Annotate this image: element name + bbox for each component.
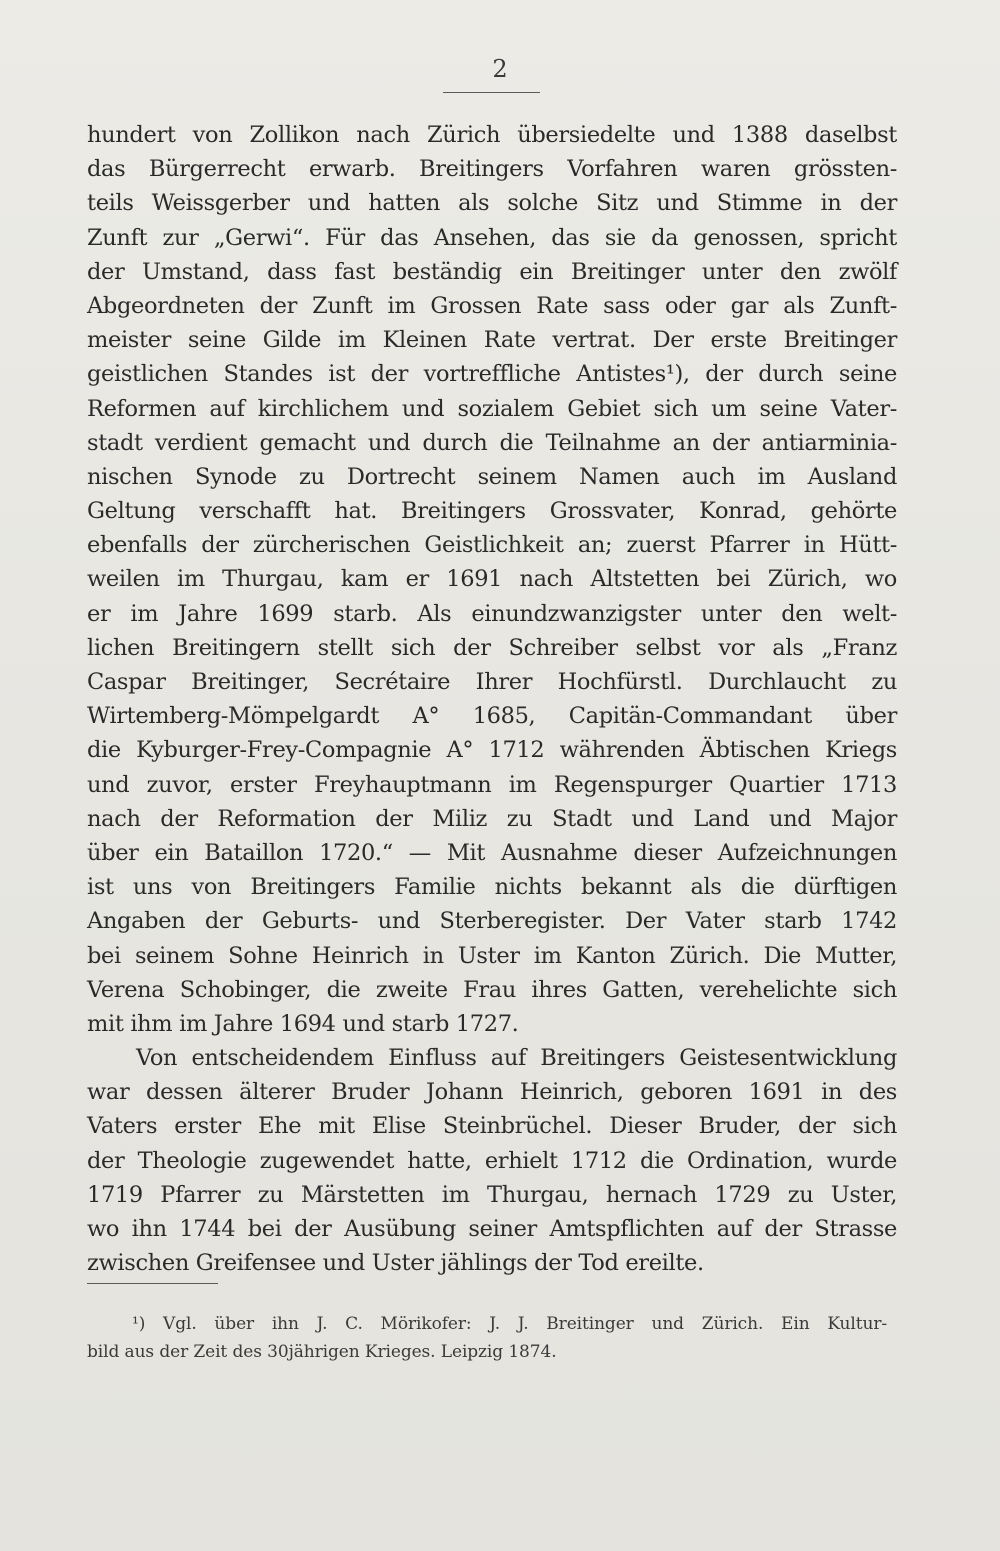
text-line: über ein Bataillon 1720.“ — Mit Ausnahme dieser Aufzeichnungen bbox=[87, 839, 897, 866]
footnotes bbox=[87, 1310, 887, 1366]
footnote-line: bild aus der Zeit des 30jährigen Krieges. Leipzig 1874. bbox=[87, 1342, 557, 1362]
text-line: Vaters erster Ehe mit Elise Steinbrüchel. Dieser Bruder, der sich bbox=[87, 1113, 897, 1140]
text-line: Wirtemberg-Mömpelgardt A° 1685, Capitän-Commandant über bbox=[87, 703, 897, 730]
text-line: Von entscheidendem Einfluss auf Breitingers Geistesentwicklung bbox=[136, 1045, 897, 1072]
text-line: ebenfalls der zürcherischen Geistlichkeit an; zuerst Pfarrer in Hütt- bbox=[87, 532, 897, 559]
text-line: zwischen Greifensee und Uster jählings der Tod ereilte. bbox=[87, 1250, 704, 1277]
text-line: die Kyburger-Frey-Compagnie A° 1712 währenden Äbtischen Kriegs bbox=[87, 737, 897, 764]
text-line: Geltung verschafft hat. Breitingers Grossvater, Konrad, gehörte bbox=[87, 498, 897, 525]
text-line: meister seine Gilde im Kleinen Rate vertrat. Der erste Breitinger bbox=[87, 327, 897, 354]
text-line: das Bürgerrecht erwarb. Breitingers Vorfahren waren grössten- bbox=[87, 156, 897, 183]
text-line: er im Jahre 1699 starb. Als einundzwanzigster unter den welt- bbox=[87, 600, 897, 627]
text-line: nischen Synode zu Dortrecht seinem Namen auch im Ausland bbox=[87, 463, 897, 490]
text-line: ist uns von Breitingers Familie nichts bekannt als die dürftigen bbox=[87, 874, 897, 901]
text-line: nach der Reformation der Miliz zu Stadt und Land und Major bbox=[87, 805, 897, 832]
text-line: lichen Breitingern stellt sich der Schreiber selbst vor als „Franz bbox=[87, 634, 897, 661]
text-line: Zunft zur „Gerwi“. Für das Ansehen, das sie da genossen, spricht bbox=[87, 224, 897, 251]
text-line: mit ihm im Jahre 1694 und starb 1727. bbox=[87, 1010, 519, 1037]
text-line: bei seinem Sohne Heinrich in Uster im Kanton Zürich. Die Mutter, bbox=[87, 942, 897, 969]
text-line: Caspar Breitinger, Secrétaire Ihrer Hochfürstl. Durchlaucht zu bbox=[87, 669, 897, 695]
text-line: stadt verdient gemacht und durch die Teilnahme an der antiarminia- bbox=[87, 429, 897, 456]
text-line: Abgeordneten der Zunft im Grossen Rate sass oder gar als Zunft- bbox=[87, 292, 897, 319]
page-number: 2 bbox=[492, 55, 508, 83]
footnote-rule bbox=[87, 1283, 218, 1284]
text-line: Angaben der Geburts- und Sterberegister. Der Vater starb 1742 bbox=[87, 908, 897, 935]
text-line: Reformen auf kirchlichem und sozialem Gebiet sich um seine Vater- bbox=[87, 395, 897, 422]
text-line: der Umstand, dass fast beständig ein Breitinger unter den zwölf bbox=[87, 258, 897, 285]
text-line: und zuvor, erster Freyhauptmann im Regenspurger Quartier 1713 bbox=[87, 771, 897, 798]
page-number-rule bbox=[443, 92, 540, 93]
text-line: 1719 Pfarrer zu Märstetten im Thurgau, hernach 1729 zu Uster, bbox=[87, 1181, 897, 1208]
text-line: der Theologie zugewendet hatte, erhielt 1712 die Ordination, wurde bbox=[87, 1147, 897, 1174]
body-text bbox=[87, 118, 897, 1280]
text-line: war dessen älterer Bruder Johann Heinrich, geboren 1691 in des bbox=[87, 1079, 897, 1106]
footnote-line: ¹) Vgl. über ihn J. C. Mörikofer: J. J. Breitinger und Zürich. Ein Kultur- bbox=[132, 1314, 887, 1334]
text-line: teils Weissgerber und hatten als solche Sitz und Stimme in der bbox=[87, 190, 897, 217]
text-line: Verena Schobinger, die zweite Frau ihres Gatten, verehelichte sich bbox=[87, 976, 897, 1003]
text-line: hundert von Zollikon nach Zürich übersiedelte und 1388 daselbst bbox=[87, 122, 897, 148]
text-line: weilen im Thurgau, kam er 1691 nach Altstetten bei Zürich, wo bbox=[87, 566, 897, 593]
text-line: wo ihn 1744 bei der Ausübung seiner Amtspflichten auf der Strasse bbox=[87, 1216, 897, 1242]
text-line: geistlichen Standes ist der vortreffliche Antistes¹), der durch seine bbox=[87, 361, 897, 388]
